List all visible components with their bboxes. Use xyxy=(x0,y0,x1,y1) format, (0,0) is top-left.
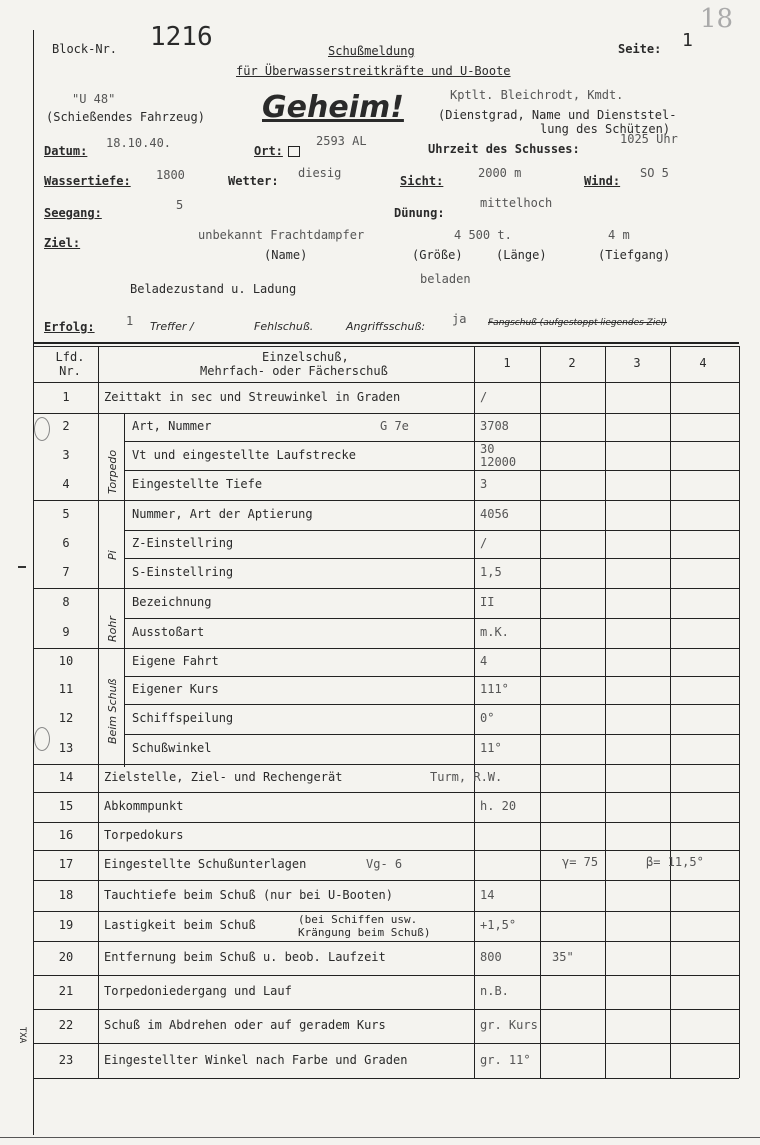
group-beim-schuss-label: Beim Schuß xyxy=(106,678,119,744)
margin-tick xyxy=(18,566,26,568)
row-divider xyxy=(33,648,739,649)
row-label: Bezeichnung xyxy=(132,595,212,609)
row-number: 5 xyxy=(62,507,70,521)
form-subtitle: für Überwasserstreitkräfte und U-Boote xyxy=(236,64,511,78)
misses-label: Fehlschuß. xyxy=(254,320,314,333)
row-divider xyxy=(33,822,739,823)
corner-mark: 18 xyxy=(700,4,734,34)
target-sub-length: (Länge) xyxy=(496,248,547,262)
row-label: S-Einstellring xyxy=(132,565,234,579)
row-divider xyxy=(33,1078,739,1079)
target-sub-draft: (Tiefgang) xyxy=(598,248,671,262)
row-divider xyxy=(33,500,739,501)
row-number: 17 xyxy=(58,857,74,871)
col-lfd-header: Lfd. Nr. xyxy=(55,350,85,378)
row-value-col-1: gr. 11° xyxy=(480,1052,531,1067)
page-number: 1 xyxy=(682,30,693,51)
swell-value: mittelhoch xyxy=(480,196,553,210)
row-label: Zielstelle, Ziel- und Rechengerät xyxy=(104,770,343,784)
row-divider xyxy=(33,1009,739,1010)
row-label: Entfernung beim Schuß u. beob. Laufzeit xyxy=(104,950,386,964)
row-value-col-1: +1,5° xyxy=(480,918,517,932)
row-divider xyxy=(124,704,739,705)
date-label: Datum: xyxy=(44,144,88,158)
row-label: Tauchtiefe beim Schuß (nur bei U-Booten) xyxy=(104,887,393,902)
row-number: 19 xyxy=(58,918,74,932)
depth-value: 1800 xyxy=(156,168,185,182)
row-value-col-1: 14 xyxy=(480,887,495,902)
time-value: 1025 Uhr xyxy=(620,132,678,146)
row-number: 14 xyxy=(58,770,74,784)
attack-value: ja xyxy=(452,312,467,326)
row-number: 22 xyxy=(58,1018,74,1032)
row-label-note: Krängung beim Schuß) xyxy=(298,926,431,939)
row-value-col-1: / xyxy=(480,389,488,404)
row-divider xyxy=(124,470,739,471)
weather-value: diesig xyxy=(298,166,342,180)
depth-label: Wassertiefe: xyxy=(44,174,131,188)
row-divider xyxy=(124,618,739,619)
row-divider xyxy=(33,850,739,851)
wind-label: Wind: xyxy=(584,174,621,188)
group-torpedo-label: Torpedo xyxy=(106,449,119,494)
place-box xyxy=(288,146,300,157)
visibility-label: Sicht: xyxy=(400,174,444,188)
row-value-col-1: 800 xyxy=(480,950,502,964)
officer-value: Kptlt. Bleichrodt, Kmdt. xyxy=(450,88,624,102)
row-value-col-1: 4056 xyxy=(480,507,509,521)
row-divider xyxy=(124,530,739,531)
row-number: 4 xyxy=(62,477,70,491)
row-divider xyxy=(33,413,739,414)
row-value-col-1: 111° xyxy=(480,682,509,696)
row-value-col-1: n.B. xyxy=(480,984,509,998)
row-label: Torpedokurs xyxy=(104,828,184,842)
result-label: Erfolg: xyxy=(44,320,95,334)
row-value-col-1: II xyxy=(480,595,495,609)
row-divider xyxy=(33,911,739,912)
row-label: Ausstoßart xyxy=(132,625,205,639)
sea-value: 5 xyxy=(176,198,184,212)
row-label: Schuß im Abdrehen oder auf geradem Kurs xyxy=(104,1018,386,1032)
row-divider xyxy=(33,975,739,976)
row-number: 16 xyxy=(58,828,74,842)
row-divider xyxy=(33,764,739,765)
col-4-header: 4 xyxy=(699,356,707,370)
col-3-header: 3 xyxy=(633,356,641,370)
target-label: Ziel: xyxy=(44,236,81,250)
page-label: Seite: xyxy=(618,42,662,56)
hits-label: Treffer / xyxy=(150,320,194,333)
officer-label-2: lung des Schützen) xyxy=(540,122,671,136)
row-label: Art, Nummer xyxy=(132,419,212,433)
col-type-header-2: Mehrfach- oder Fächerschuß xyxy=(200,364,388,378)
row-label-note: (bei Schiffen usw. xyxy=(298,913,418,926)
row-extra-value: γ= 75 xyxy=(562,855,599,869)
row-value-col-1: m.K. xyxy=(480,625,509,639)
row-value-col-1: 3708 xyxy=(480,419,509,433)
row-number: 13 xyxy=(58,741,74,755)
struck-label: Fangschuß (aufgestoppt liegendes Ziel) xyxy=(488,318,667,328)
row-number: 8 xyxy=(62,595,70,609)
punch-hole xyxy=(34,727,50,751)
wind-value: SO 5 xyxy=(640,166,669,180)
sea-label: Seegang: xyxy=(44,206,102,220)
margin-note: TXA xyxy=(17,1026,28,1044)
row-number: 9 xyxy=(62,625,70,639)
row-number: 2 xyxy=(62,419,70,433)
place-value: 2593 AL xyxy=(316,134,367,148)
group-rohr-label: Rohr xyxy=(106,616,119,642)
row-number: 7 xyxy=(62,565,70,579)
row-number: 21 xyxy=(58,984,74,998)
row-label: Eingestellter Winkel nach Farbe und Graden xyxy=(104,1052,408,1067)
vessel-value: "U 48" xyxy=(72,92,116,106)
row-number: 15 xyxy=(58,799,74,813)
row-label: Abkommpunkt xyxy=(104,799,184,813)
row-value-col-1: 30 xyxy=(480,442,495,456)
row-value-col-1: / xyxy=(480,536,488,550)
row-number: 23 xyxy=(58,1052,74,1067)
row-label: Nummer, Art der Aptierung xyxy=(132,507,313,521)
row-value-col-1: 4 xyxy=(480,654,488,668)
row-label: Schußwinkel xyxy=(132,741,212,755)
col-type-header-1: Einzelschuß, xyxy=(262,350,349,364)
row-divider xyxy=(33,588,739,589)
col-2-header: 2 xyxy=(568,356,576,370)
row-number: 10 xyxy=(58,654,74,668)
punch-hole xyxy=(34,417,50,441)
target-size: 4 500 t. xyxy=(454,228,512,242)
form-title: Schußmeldung xyxy=(328,44,415,58)
row-extra-value: G 7e xyxy=(380,419,409,433)
row-label: Eingestellte Tiefe xyxy=(132,477,263,491)
row-value-col-1: gr. Kurs xyxy=(480,1018,538,1032)
row-number: 3 xyxy=(62,447,70,462)
hits-value: 1 xyxy=(126,314,134,328)
row-label: Eigener Kurs xyxy=(132,682,219,696)
attack-label: Angriffsschuß: xyxy=(346,320,426,333)
target-sub-name: (Name) xyxy=(264,248,308,262)
col-1-header: 1 xyxy=(503,356,511,370)
row-number: 20 xyxy=(58,950,74,964)
secret-stamp: Geheim! xyxy=(262,90,404,125)
row-divider xyxy=(33,880,739,881)
row-label: Eingestellte Schußunterlagen xyxy=(104,857,307,871)
row-number: 12 xyxy=(58,711,74,725)
row-label: Zeittakt in sec und Streuwinkel in Graden xyxy=(104,389,401,404)
row-value-col-1: h. 20 xyxy=(480,799,517,813)
officer-label-1: (Dienstgrad, Name und Dienststel- xyxy=(438,108,677,122)
row-value-col-1: 0° xyxy=(480,711,495,725)
row-number: 18 xyxy=(58,887,74,902)
time-label: Uhrzeit des Schusses: xyxy=(428,142,580,156)
row-number: 6 xyxy=(62,536,70,550)
row-label: Z-Einstellring xyxy=(132,536,234,550)
date-value: 18.10.40. xyxy=(106,136,172,150)
row-divider xyxy=(124,676,739,677)
row-divider xyxy=(124,441,739,442)
row-label: Schiffspeilung xyxy=(132,711,234,725)
row-extra-value: β= 11,5° xyxy=(646,855,704,869)
row-value-col-1: 12000 xyxy=(480,455,517,469)
row-number: 11 xyxy=(58,682,74,696)
row-label: Eigene Fahrt xyxy=(132,654,219,668)
row-divider xyxy=(124,734,739,735)
row-number: 1 xyxy=(62,389,70,404)
cargo-value: beladen xyxy=(420,272,471,286)
block-number: 1216 xyxy=(150,22,213,52)
row-label: Vt und eingestellte Laufstrecke xyxy=(132,447,356,462)
row-divider xyxy=(33,941,739,942)
vessel-label: (Schießendes Fahrzeug) xyxy=(46,110,205,124)
target-draft: 4 m xyxy=(608,228,630,242)
weather-label: Wetter: xyxy=(228,174,279,188)
row-value-col-1: 1,5 xyxy=(480,565,502,579)
row-value-col-1: 3 xyxy=(480,477,488,491)
row-value-col-2: 35" xyxy=(552,950,574,964)
row-label: Torpedoniedergang und Lauf xyxy=(104,984,292,998)
row-extra-value: Vg- 6 xyxy=(366,857,403,871)
row-label: Lastigkeit beim Schuß xyxy=(104,918,256,932)
row-divider xyxy=(33,792,739,793)
cargo-label: Beladezustand u. Ladung xyxy=(130,282,297,296)
swell-label: Dünung: xyxy=(394,206,445,220)
target-sub-size: (Größe) xyxy=(412,248,463,262)
group-pi-label: Pi xyxy=(106,550,119,560)
row-divider xyxy=(33,1043,739,1044)
row-extra-value: Turm, R.W. xyxy=(430,770,503,784)
target-name: unbekannt Frachtdampfer xyxy=(198,228,365,242)
row-value-col-1: 11° xyxy=(480,741,502,755)
block-label: Block-Nr. xyxy=(52,42,118,56)
visibility-value: 2000 m xyxy=(478,166,522,180)
row-divider xyxy=(124,558,739,559)
place-label: Ort: xyxy=(254,144,283,158)
